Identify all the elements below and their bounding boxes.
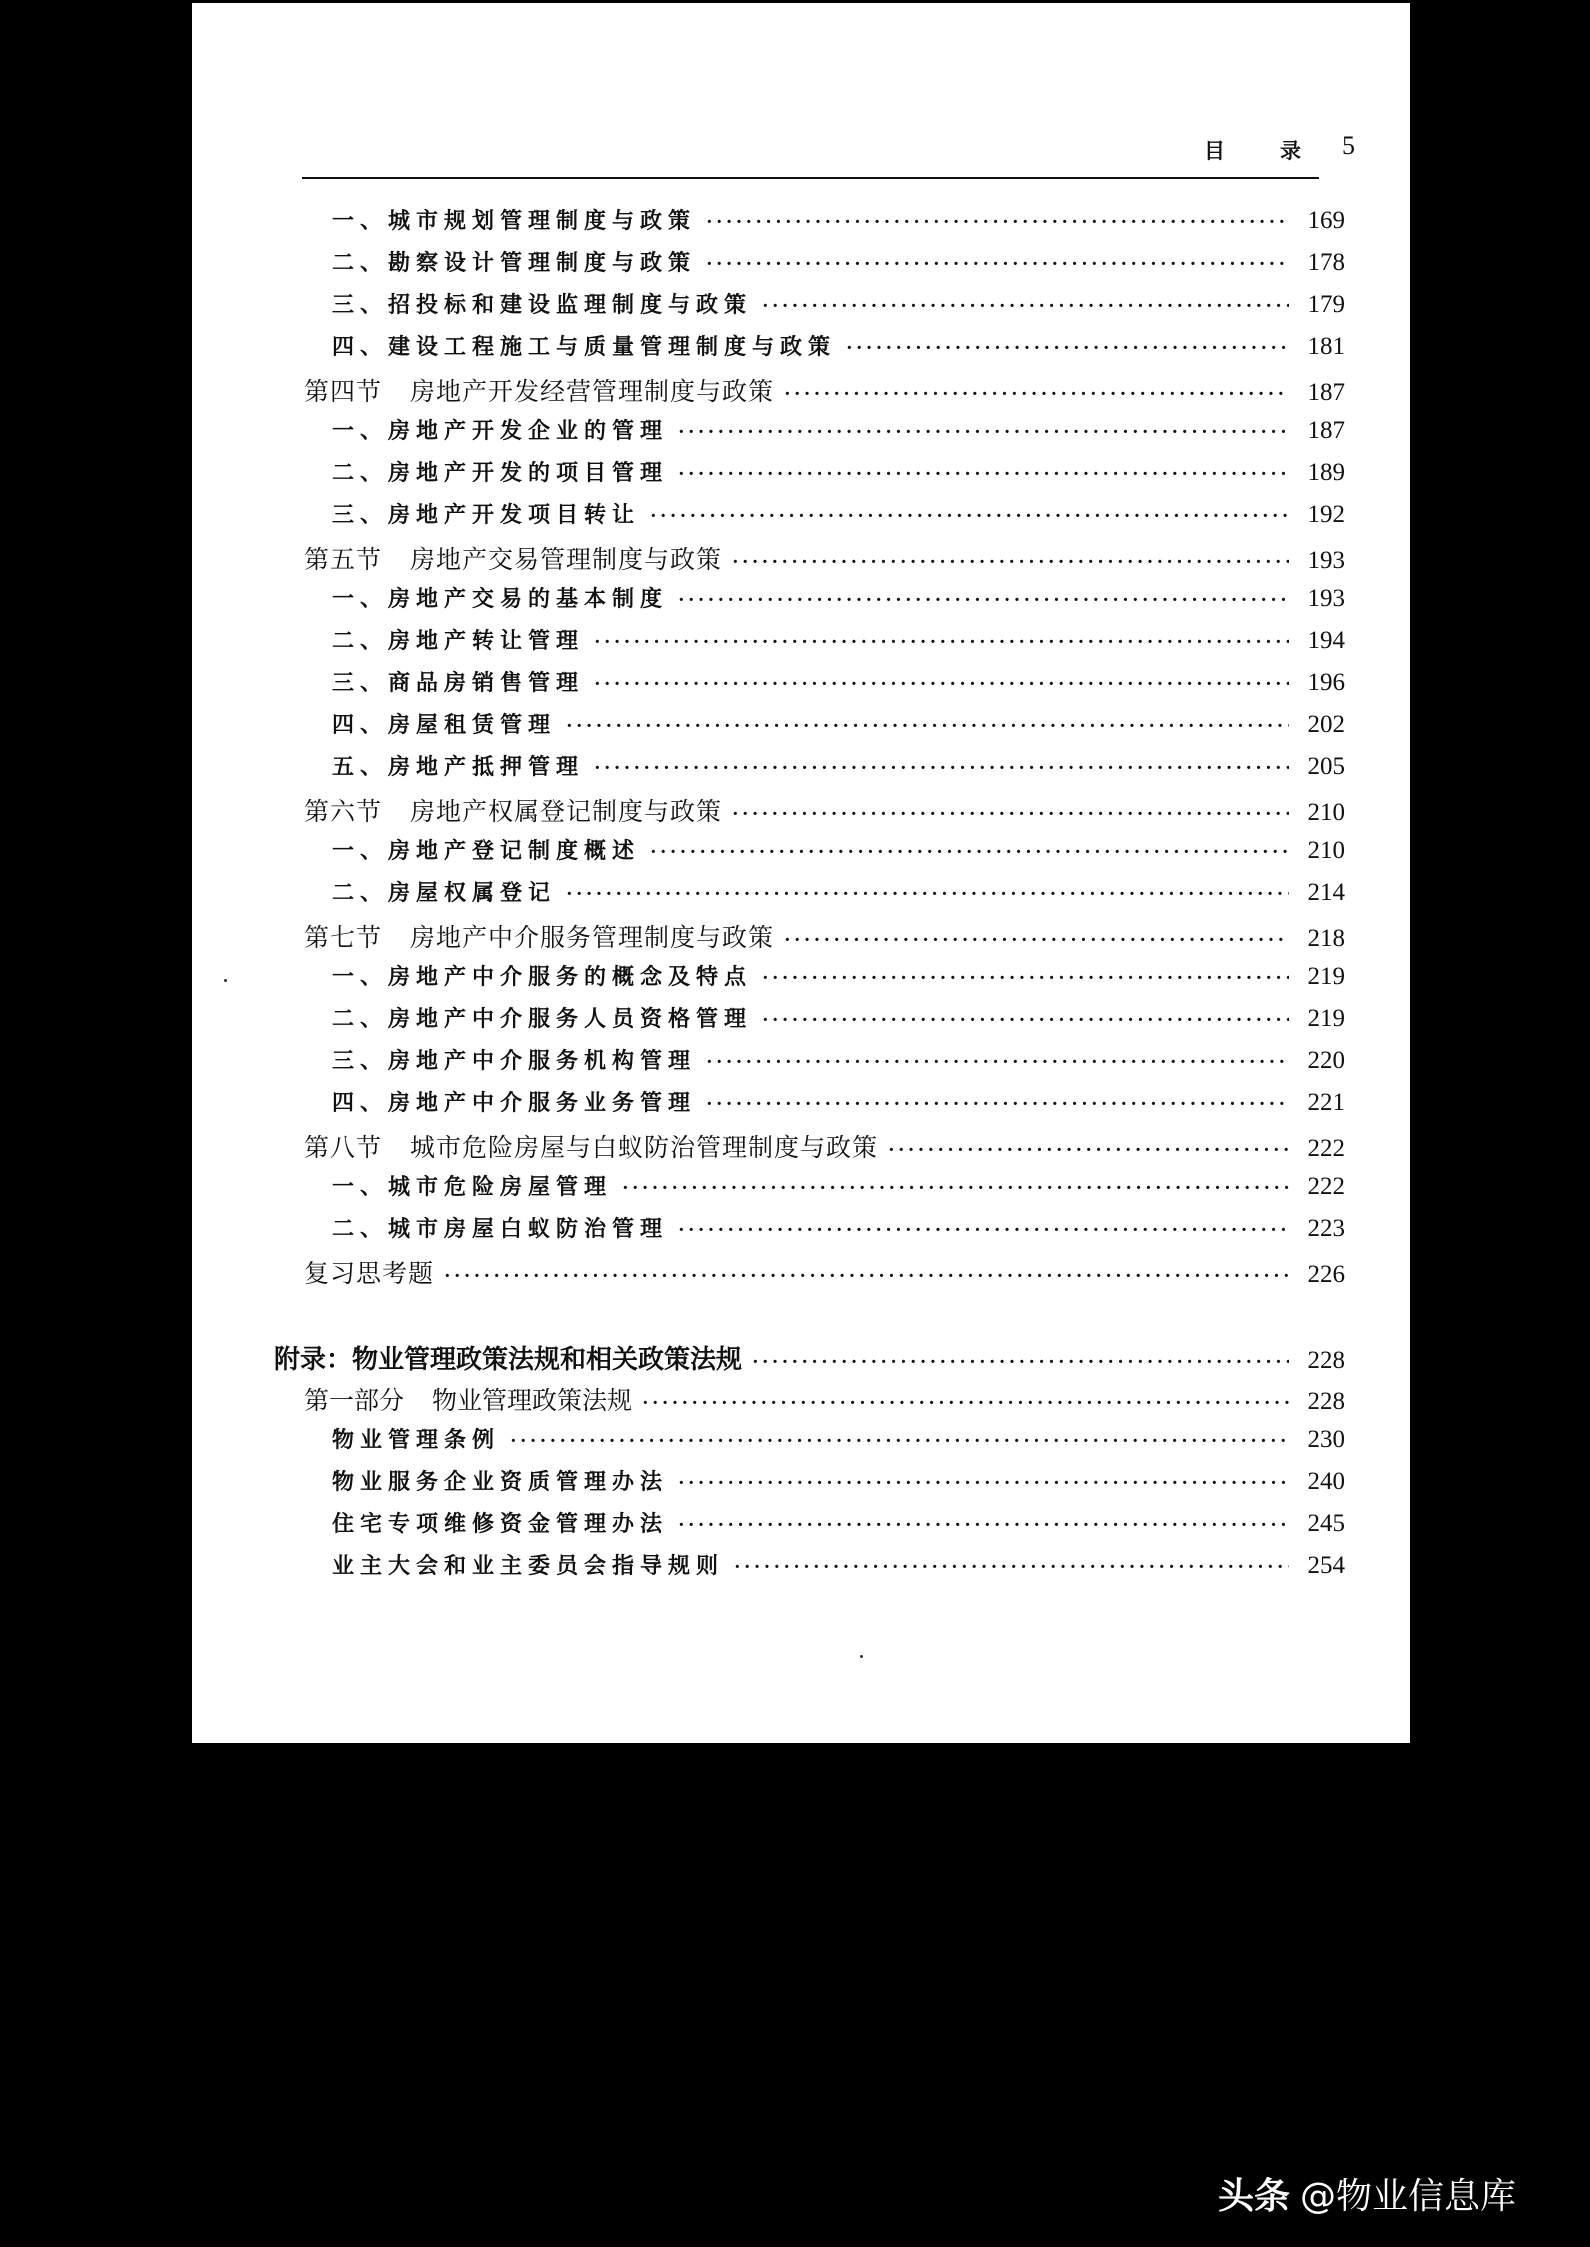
toc-entry-title: 三、招投标和建设监理制度与政策 xyxy=(332,292,753,318)
toc-entry-title: 一、房地产登记制度概述 xyxy=(332,838,641,864)
toc-entry-title: 三、房地产中介服务机构管理 xyxy=(332,1048,697,1074)
toc-entry-title: 二、勘察设计管理制度与政策 xyxy=(332,250,697,276)
toc-entry-page: 219 xyxy=(1307,963,1345,990)
dot-leader xyxy=(762,1010,1289,1032)
toc-entry-title: 二、房地产开发的项目管理 xyxy=(332,460,669,486)
dot-leader xyxy=(622,1178,1289,1200)
dot-leader xyxy=(594,632,1289,654)
toc-section-page: 222 xyxy=(1307,1135,1345,1162)
toc-law-page: 245 xyxy=(1307,1510,1345,1537)
scan-speck xyxy=(860,1655,863,1658)
dot-leader xyxy=(594,758,1289,780)
toc-entry-page: 189 xyxy=(1307,459,1345,486)
toc-entry-page: 193 xyxy=(1307,585,1345,612)
dot-leader xyxy=(706,1052,1289,1074)
dot-leader xyxy=(784,930,1289,952)
toc-appendix-page: 228 xyxy=(1307,1347,1345,1374)
toc-entry-title: 四、建设工程施工与质量管理制度与政策 xyxy=(332,334,837,360)
dot-leader xyxy=(706,212,1289,234)
dot-leader xyxy=(650,842,1289,864)
toc-law-title: 业主大会和业主委员会指导规则 xyxy=(332,1553,725,1579)
toc-appendix-title: 附录：物业管理政策法规和相关政策法规 xyxy=(274,1345,743,1375)
dot-leader xyxy=(706,254,1289,276)
toc-section-number: 第四节 xyxy=(304,377,383,406)
toc-entry[interactable] xyxy=(332,414,1345,454)
toc-entry-title: 一、房地产交易的基本制度 xyxy=(332,586,669,612)
toc-entry-page: 181 xyxy=(1307,333,1345,360)
toc-entry[interactable] xyxy=(332,1170,1345,1210)
toc-entry[interactable] xyxy=(332,1002,1345,1042)
scan-speck xyxy=(224,979,227,982)
toc-entry-page: 196 xyxy=(1307,669,1345,696)
toc-section-title: 房地产开发经营管理制度与政策 xyxy=(410,377,775,406)
toc-section-title: 房地产交易管理制度与政策 xyxy=(410,545,723,574)
toc-law-title: 物业服务企业资质管理办法 xyxy=(332,1469,669,1495)
toc-entry-title: 二、房屋权属登记 xyxy=(332,880,557,906)
toc-entry-page: 221 xyxy=(1307,1089,1345,1116)
toc-entry-title: 一、房地产中介服务的概念及特点 xyxy=(332,964,753,990)
toc-section-page: 187 xyxy=(1307,379,1345,406)
dot-leader xyxy=(752,1352,1289,1374)
running-header xyxy=(302,131,1355,179)
toc-law[interactable] xyxy=(332,1549,1345,1589)
dot-leader xyxy=(566,884,1289,906)
toc-entry-page: 179 xyxy=(1307,291,1345,318)
toc-law-title: 住宅专项维修资金管理办法 xyxy=(332,1511,669,1537)
toc-entry-title: 三、商品房销售管理 xyxy=(332,670,585,696)
toc-entry-title: 三、房地产开发项目转让 xyxy=(332,502,641,528)
scanned-page xyxy=(192,3,1410,1743)
watermark-handle: @物业信息库 xyxy=(1300,2176,1517,2217)
toc-part-page: 228 xyxy=(1307,1388,1345,1415)
toc-entry[interactable] xyxy=(332,960,1345,1000)
toc-section-title: 城市危险房屋与白蚁防治管理制度与政策 xyxy=(410,1133,879,1162)
toc-entry[interactable] xyxy=(332,246,1345,286)
toc-entry-title: 一、城市危险房屋管理 xyxy=(332,1174,613,1200)
toc-entry-page: 187 xyxy=(1307,417,1345,444)
toc-law-page: 254 xyxy=(1307,1552,1345,1579)
toc-entry[interactable] xyxy=(332,624,1345,664)
dot-leader xyxy=(566,716,1289,738)
toc-section-number: 第五节 xyxy=(304,545,383,574)
toc-section-page: 210 xyxy=(1307,799,1345,826)
toc-section-page: 218 xyxy=(1307,925,1345,952)
toc-section[interactable] xyxy=(304,372,1345,412)
toc-entry-title: 四、房屋租赁管理 xyxy=(332,712,557,738)
toc-entry[interactable] xyxy=(332,498,1345,538)
toc-entry[interactable] xyxy=(332,1086,1345,1126)
toc-entry[interactable] xyxy=(332,204,1345,244)
toc-entry[interactable] xyxy=(332,288,1345,328)
toc-entry-title: 二、房地产转让管理 xyxy=(332,628,585,654)
toc-entry[interactable] xyxy=(332,1044,1345,1084)
toc-entry-page: 169 xyxy=(1307,207,1345,234)
toc-entry-page: 220 xyxy=(1307,1047,1345,1074)
toc-entry[interactable] xyxy=(332,582,1345,622)
dot-leader xyxy=(762,968,1289,990)
dot-leader xyxy=(678,590,1289,612)
toc-part-number: 第一部分 xyxy=(304,1386,405,1415)
toc-section-title: 房地产中介服务管理制度与政策 xyxy=(410,923,775,952)
toc-section-title: 复习思考题 xyxy=(304,1259,435,1288)
toc-law-page: 230 xyxy=(1307,1426,1345,1453)
dot-leader xyxy=(594,674,1289,696)
toc-section-page: 193 xyxy=(1307,547,1345,574)
dot-leader xyxy=(762,296,1289,318)
toc-entry[interactable] xyxy=(332,876,1345,916)
dot-leader xyxy=(706,1094,1289,1116)
toc-entry[interactable] xyxy=(332,456,1345,496)
toc-entry[interactable] xyxy=(332,708,1345,748)
toc-part-title: 物业管理政策法规 xyxy=(432,1386,633,1415)
toc-law[interactable] xyxy=(332,1465,1345,1505)
toc-section-title: 房地产权属登记制度与政策 xyxy=(410,797,723,826)
toc-entry-page: 210 xyxy=(1307,837,1345,864)
toc-law[interactable] xyxy=(332,1507,1345,1547)
toc-section[interactable] xyxy=(304,540,1345,580)
dot-leader xyxy=(642,1393,1289,1415)
toc-entry[interactable] xyxy=(332,666,1345,706)
dot-leader xyxy=(846,338,1289,360)
toc-entry-page: 178 xyxy=(1307,249,1345,276)
toc-entry[interactable] xyxy=(332,750,1345,790)
toc-entry-page: 214 xyxy=(1307,879,1345,906)
toc-section[interactable] xyxy=(304,918,1345,958)
toc-entry-page: 192 xyxy=(1307,501,1345,528)
toc-entry-page: 223 xyxy=(1307,1215,1345,1242)
toc-section[interactable] xyxy=(304,1254,1345,1294)
toc-entry-page: 202 xyxy=(1307,711,1345,738)
toc-entry-title: 二、城市房屋白蚁防治管理 xyxy=(332,1216,669,1242)
header-label-mu: 目 xyxy=(1204,138,1225,163)
toc-entry-page: 194 xyxy=(1307,627,1345,654)
dot-leader xyxy=(678,1220,1289,1242)
watermark-brand: 头条 xyxy=(1218,2176,1291,2217)
toc-law[interactable] xyxy=(332,1423,1345,1463)
header-divider xyxy=(302,177,1319,179)
toc-entry-title: 一、房地产开发企业的管理 xyxy=(332,418,669,444)
toc-entry-title: 四、房地产中介服务业务管理 xyxy=(332,1090,697,1116)
toc-entry-title: 一、城市规划管理制度与政策 xyxy=(332,208,697,234)
header-label-lu: 录 xyxy=(1280,138,1301,163)
toc-entry-page: 222 xyxy=(1307,1173,1345,1200)
toc-entry-title: 二、房地产中介服务人员资格管理 xyxy=(332,1006,753,1032)
toc-section[interactable] xyxy=(304,1128,1345,1168)
dot-leader xyxy=(732,552,1289,574)
toc-entry[interactable] xyxy=(332,330,1345,370)
dot-leader xyxy=(888,1140,1289,1162)
dot-leader xyxy=(678,1515,1289,1537)
dot-leader xyxy=(784,384,1289,406)
dot-leader xyxy=(650,506,1289,528)
dot-leader xyxy=(732,804,1289,826)
toc-law-page: 240 xyxy=(1307,1468,1345,1495)
dot-leader xyxy=(444,1266,1289,1288)
toc-entry-page: 205 xyxy=(1307,753,1345,780)
toc-section-number: 第七节 xyxy=(304,923,383,952)
toc-appendix[interactable] xyxy=(274,1339,1345,1379)
toc-section-page: 226 xyxy=(1307,1261,1345,1288)
toc-law-title: 物业管理条例 xyxy=(332,1427,501,1453)
toc-entry[interactable] xyxy=(332,834,1345,874)
dot-leader xyxy=(510,1431,1289,1453)
toc-entry-title: 五、房地产抵押管理 xyxy=(332,754,585,780)
watermark xyxy=(1218,2168,1516,2219)
toc-entry-page: 219 xyxy=(1307,1005,1345,1032)
header-page-number: 5 xyxy=(1342,131,1355,160)
toc-section-number: 第六节 xyxy=(304,797,383,826)
dot-leader xyxy=(678,464,1289,486)
dot-leader xyxy=(678,1473,1289,1495)
toc-part[interactable] xyxy=(304,1381,1345,1421)
dot-leader xyxy=(678,422,1289,444)
toc-section[interactable] xyxy=(304,792,1345,832)
dot-leader xyxy=(734,1557,1289,1579)
toc-section-number: 第八节 xyxy=(304,1133,383,1162)
toc-entry[interactable] xyxy=(332,1212,1345,1252)
